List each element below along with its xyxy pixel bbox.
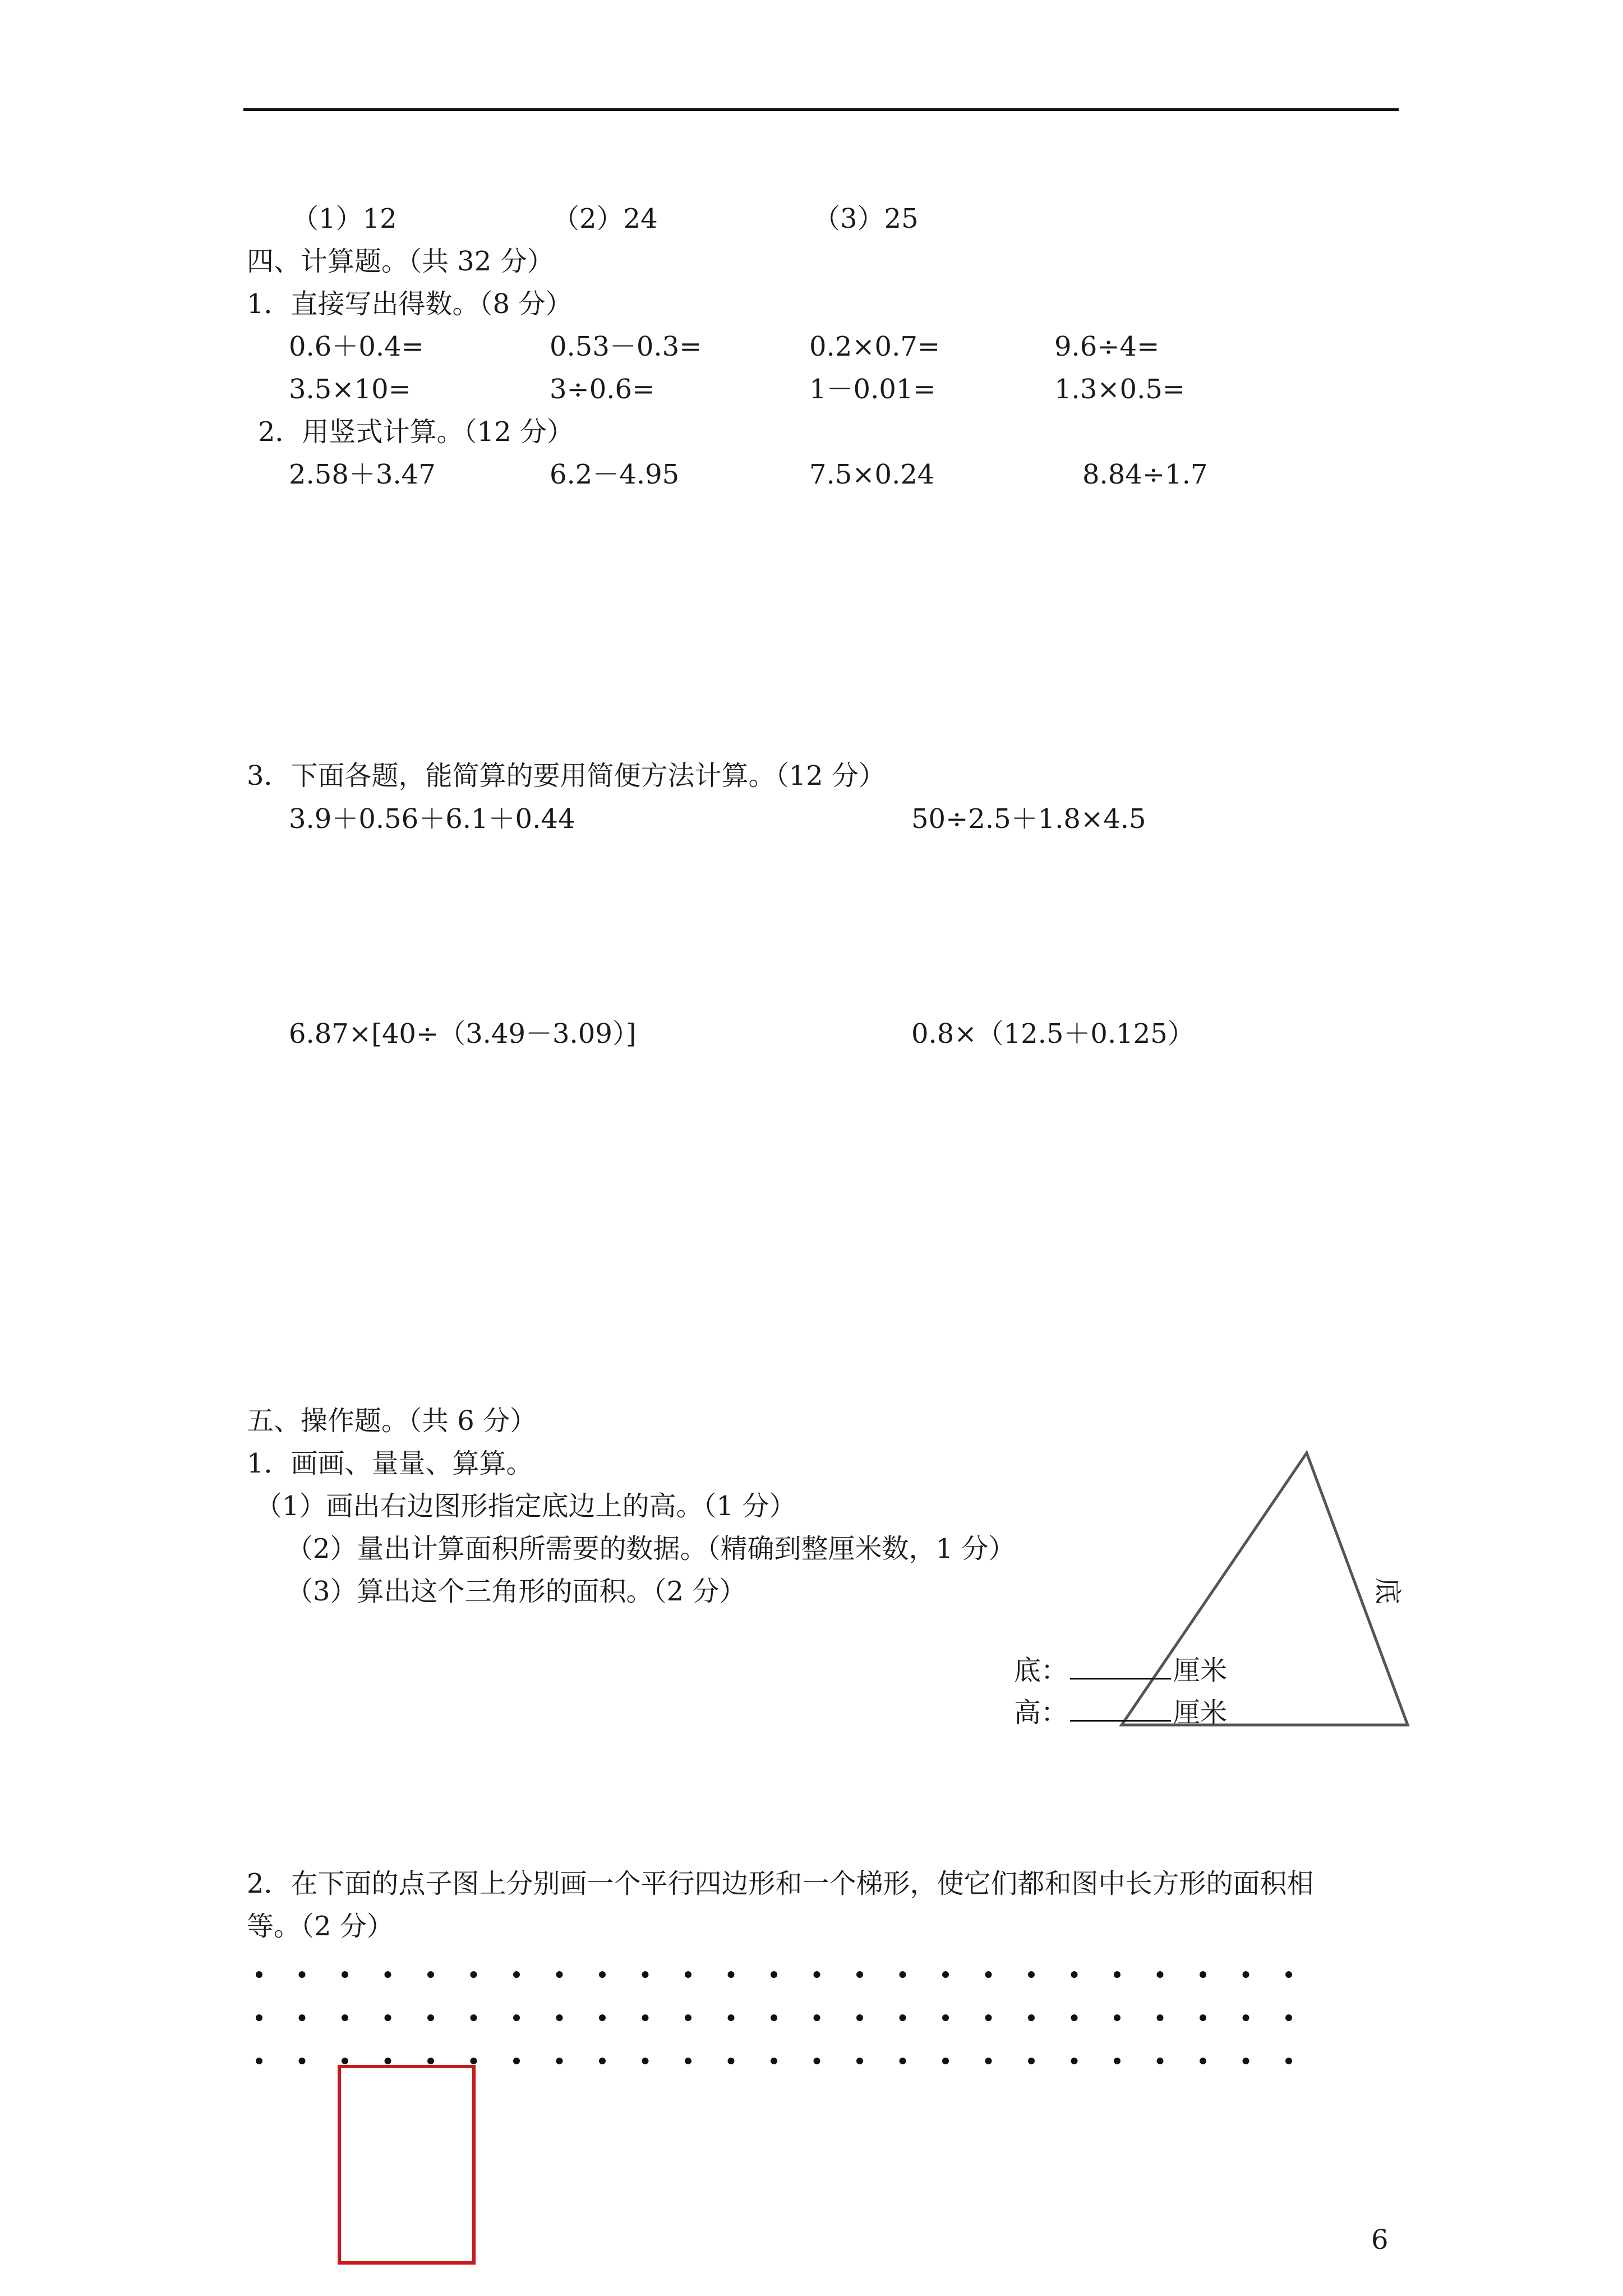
grid-dot[interactable] bbox=[299, 2058, 306, 2064]
oral-calc-item: 9.6÷4= bbox=[1054, 331, 1160, 362]
grid-dot[interactable] bbox=[599, 2058, 606, 2064]
grid-dot[interactable] bbox=[342, 2014, 348, 2021]
grid-dot[interactable] bbox=[556, 2014, 563, 2021]
grid-dot[interactable] bbox=[1285, 1971, 1292, 1978]
grid-dot[interactable] bbox=[642, 1971, 649, 1978]
prev-option-1: （1）12 bbox=[292, 203, 397, 234]
oral-calc-item: 0.6＋0.4= bbox=[289, 331, 424, 362]
grid-dot[interactable] bbox=[513, 1971, 520, 1978]
grid-dot[interactable] bbox=[299, 2014, 306, 2021]
grid-dot[interactable] bbox=[942, 2014, 949, 2021]
grid-dot[interactable] bbox=[771, 2014, 777, 2021]
base-answer-blank[interactable] bbox=[1070, 1655, 1171, 1680]
grid-dot[interactable] bbox=[256, 2058, 262, 2064]
grid-dot[interactable] bbox=[427, 2014, 434, 2021]
grid-dot[interactable] bbox=[1200, 2014, 1206, 2021]
grid-dot[interactable] bbox=[1071, 1971, 1078, 1978]
grid-dot[interactable] bbox=[1114, 2058, 1121, 2064]
grid-dot[interactable] bbox=[299, 1971, 306, 1978]
grid-dot[interactable] bbox=[1243, 2014, 1249, 2021]
grid-dot[interactable] bbox=[771, 2058, 777, 2064]
simplify-calc-item: 50÷2.5＋1.8×4.5 bbox=[911, 803, 1146, 835]
grid-dot[interactable] bbox=[471, 2014, 477, 2021]
oral-calc-item: 0.53－0.3= bbox=[550, 331, 702, 362]
s5-q2-title-line1: 2．在下面的点子图上分别画一个平行四边形和一个梯形，使它们都和图中长方形的面积相 bbox=[247, 1868, 1314, 1899]
q2-title: 2．用竖式计算。（12 分） bbox=[258, 416, 574, 448]
grid-dot[interactable] bbox=[599, 2014, 606, 2021]
grid-dot[interactable] bbox=[900, 2014, 906, 2021]
grid-dot[interactable] bbox=[1285, 2014, 1292, 2021]
grid-dot[interactable] bbox=[556, 2058, 563, 2064]
grid-dot[interactable] bbox=[900, 2058, 906, 2064]
grid-dot[interactable] bbox=[471, 2058, 477, 2064]
base-answer-line bbox=[1014, 1655, 1227, 1686]
vertical-calc-item: 7.5×0.24 bbox=[809, 459, 935, 490]
s5-q1-title: 1．画画、量量、算算。 bbox=[247, 1448, 533, 1479]
vertical-calc-item: 6.2－4.95 bbox=[550, 459, 680, 490]
grid-dot[interactable] bbox=[513, 2014, 520, 2021]
height-label: 高： bbox=[1014, 1697, 1068, 1728]
reference-rectangle bbox=[339, 2067, 474, 2263]
grid-dot[interactable] bbox=[1028, 2058, 1035, 2064]
grid-dot[interactable] bbox=[856, 2014, 863, 2021]
grid-dot[interactable] bbox=[685, 2014, 691, 2021]
s5-q1-sub2: （2）量出计算面积所需要的数据。（精确到整厘米数，1 分） bbox=[286, 1533, 1016, 1565]
q3-title: 3．下面各题，能简算的要用简便方法计算。（12 分） bbox=[247, 760, 886, 792]
grid-dot[interactable] bbox=[942, 2058, 949, 2064]
grid-dot[interactable] bbox=[1200, 1971, 1206, 1978]
grid-dot[interactable] bbox=[642, 2058, 649, 2064]
grid-dot[interactable] bbox=[385, 2014, 391, 2021]
grid-dot[interactable] bbox=[471, 1971, 477, 1978]
grid-dot[interactable] bbox=[814, 1971, 820, 1978]
header-rule bbox=[243, 108, 1399, 111]
grid-dot[interactable] bbox=[856, 2058, 863, 2064]
oral-calc-item: 0.2×0.7= bbox=[809, 331, 940, 362]
grid-dot[interactable] bbox=[1157, 2014, 1164, 2021]
grid-dot[interactable] bbox=[728, 2058, 735, 2064]
grid-dot[interactable] bbox=[1071, 2014, 1078, 2021]
grid-dot[interactable] bbox=[513, 2058, 520, 2064]
simplify-calc-item: 0.8×（12.5＋0.125） bbox=[911, 1018, 1195, 1050]
grid-dot[interactable] bbox=[900, 1971, 906, 1978]
section5-heading: 五、操作题。（共 6 分） bbox=[247, 1405, 537, 1437]
grid-dot[interactable] bbox=[985, 2058, 992, 2064]
grid-dot[interactable] bbox=[985, 1971, 992, 1978]
grid-dot[interactable] bbox=[342, 2058, 348, 2064]
triangle-base-label: 底 bbox=[1372, 1577, 1404, 1605]
grid-dot[interactable] bbox=[256, 1971, 262, 1978]
grid-dot[interactable] bbox=[1285, 2058, 1292, 2064]
page-number: 6 bbox=[1371, 2224, 1389, 2256]
grid-dot[interactable] bbox=[385, 1971, 391, 1978]
simplify-calc-item: 3.9＋0.56＋6.1＋0.44 bbox=[289, 803, 575, 835]
grid-dot[interactable] bbox=[985, 2014, 992, 2021]
grid-dot[interactable] bbox=[1071, 2058, 1078, 2064]
base-label: 底： bbox=[1014, 1655, 1068, 1686]
grid-dot[interactable] bbox=[1028, 2014, 1035, 2021]
oral-calc-item: 3.5×10= bbox=[289, 374, 411, 405]
grid-dot[interactable] bbox=[1243, 1971, 1249, 1978]
dot-grid[interactable] bbox=[247, 1952, 1324, 2266]
base-unit: 厘米 bbox=[1173, 1655, 1228, 1686]
oral-calc-item: 3÷0.6= bbox=[550, 374, 655, 405]
grid-dot[interactable] bbox=[942, 1971, 949, 1978]
section4-heading: 四、计算题。（共 32 分） bbox=[247, 246, 554, 277]
grid-dot[interactable] bbox=[599, 1971, 606, 1978]
grid-dot[interactable] bbox=[1243, 2058, 1249, 2064]
height-unit: 厘米 bbox=[1173, 1697, 1228, 1728]
grid-dot[interactable] bbox=[342, 1971, 348, 1978]
grid-dot[interactable] bbox=[256, 2014, 262, 2021]
grid-dot[interactable] bbox=[642, 2014, 649, 2021]
grid-dot[interactable] bbox=[814, 2014, 820, 2021]
grid-dot[interactable] bbox=[856, 1971, 863, 1978]
prev-option-2: （2）24 bbox=[552, 203, 658, 234]
grid-dot[interactable] bbox=[685, 1971, 691, 1978]
grid-dot[interactable] bbox=[1157, 2058, 1164, 2064]
grid-dot[interactable] bbox=[427, 2058, 434, 2064]
grid-dot[interactable] bbox=[1114, 1971, 1121, 1978]
s5-q1-sub3: （3）算出这个三角形的面积。（2 分） bbox=[286, 1576, 746, 1607]
s5-q2-title-line2: 等。（2 分） bbox=[247, 1911, 394, 1942]
grid-dot[interactable] bbox=[771, 1971, 777, 1978]
grid-dot[interactable] bbox=[556, 1971, 563, 1978]
vertical-calc-item: 2.58＋3.47 bbox=[289, 459, 436, 490]
s5-q1-sub1: （1）画出右边图形指定底边上的高。（1 分） bbox=[255, 1490, 796, 1522]
oral-calc-item: 1－0.01= bbox=[809, 374, 936, 405]
grid-dot[interactable] bbox=[1028, 1971, 1035, 1978]
oral-calc-item: 1.3×0.5= bbox=[1054, 374, 1186, 405]
grid-dot[interactable] bbox=[1114, 2014, 1121, 2021]
vertical-calc-item: 8.84÷1.7 bbox=[1082, 459, 1208, 490]
simplify-calc-item: 6.87×[40÷（3.49－3.09）] bbox=[289, 1018, 637, 1050]
grid-dot[interactable] bbox=[814, 2058, 820, 2064]
height-answer-line bbox=[1014, 1697, 1227, 1728]
grid-dot[interactable] bbox=[728, 1971, 735, 1978]
grid-dot[interactable] bbox=[385, 2058, 391, 2064]
grid-dot[interactable] bbox=[685, 2058, 691, 2064]
prev-option-3: （3）25 bbox=[813, 203, 919, 234]
q1-title: 1．直接写出得数。（8 分） bbox=[247, 288, 573, 320]
grid-dot[interactable] bbox=[728, 2014, 735, 2021]
grid-dot[interactable] bbox=[427, 1971, 434, 1978]
height-answer-blank[interactable] bbox=[1070, 1697, 1171, 1722]
grid-dot[interactable] bbox=[1157, 1971, 1164, 1978]
grid-dot[interactable] bbox=[1200, 2058, 1206, 2064]
